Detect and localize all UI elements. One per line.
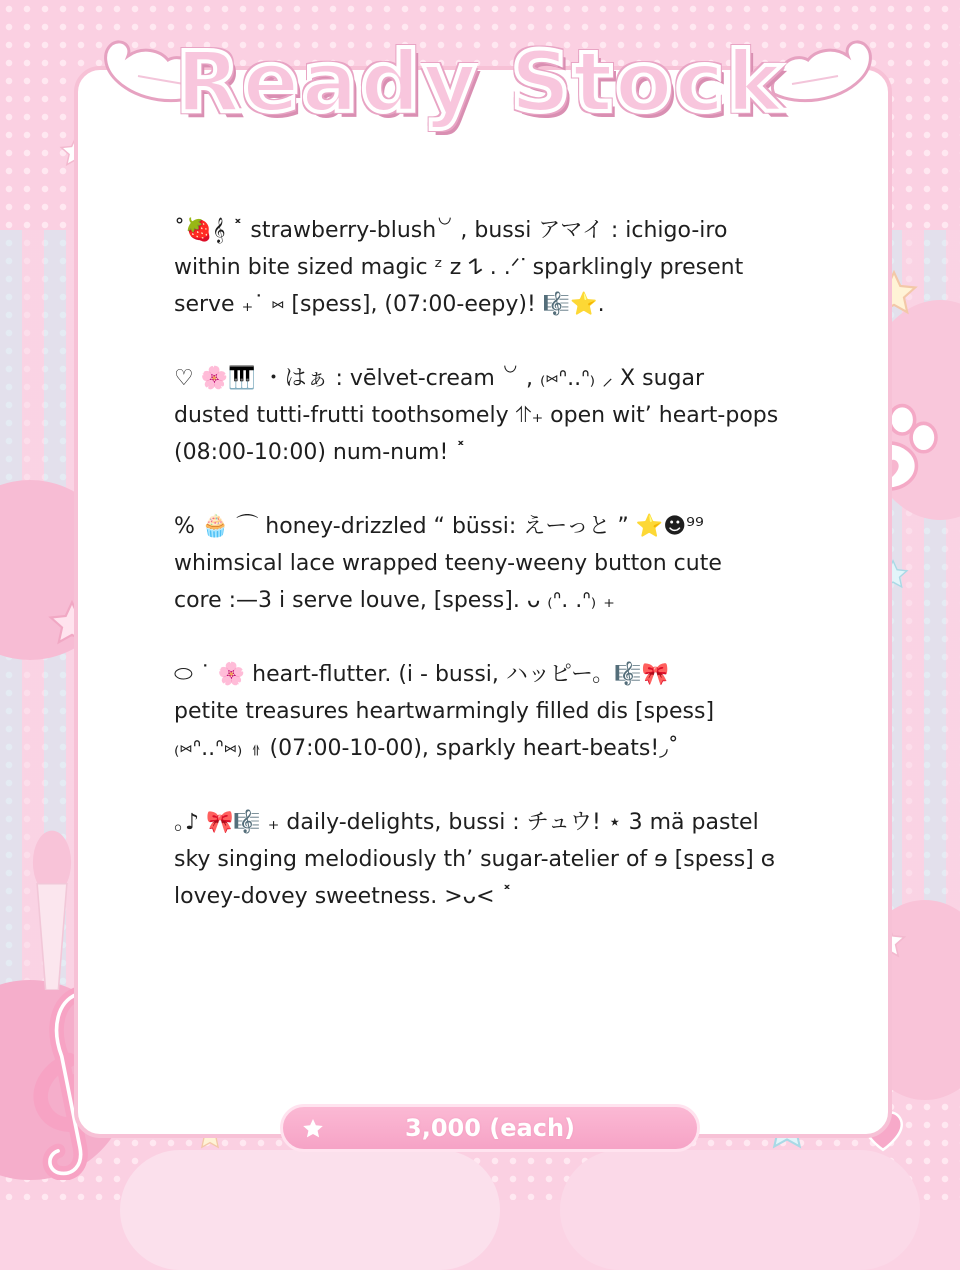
page-title: Ready Stock (175, 33, 785, 131)
menu-description (174, 212, 824, 952)
text-line: ₍⑅ᐢ..ᐢ⑅₎ ⥣ (07:00-10-00), sparkly heart-beats!◞˚ (174, 736, 679, 761)
text-line: whimsical lace wrapped teeny-weeny button cute (174, 551, 722, 576)
text-line: lovey-dovey sweetness. >ᴗ< ˟ (174, 884, 513, 909)
text-line: dusted tutti-frutti toothsomely ⥣₊ open wit’ heart-pops (174, 403, 779, 428)
text-line: ｡♪ 🎀🎼 ₊ daily-delights, bussi : チュウ! ⋆ 3 mä pastel (174, 810, 759, 835)
paragraph-velvet-cream (174, 360, 824, 471)
price-label: 3,000 (each) (405, 1114, 575, 1142)
background-pill-left (120, 1150, 500, 1270)
text-line: petite treasures heartwarmingly filled dis [spess] (174, 699, 715, 724)
paragraph-daily-delights (174, 804, 824, 915)
star-icon (301, 1117, 325, 1141)
text-line: % 🧁 ⌒ honey-drizzled “ büssi: えーっと ” ⭐☻⁹⁹ (174, 514, 704, 539)
text-line: ˚🍓𝄞 ˟ strawberry-blush꒡ , bussi アマイ : ichigo-iro (174, 218, 728, 243)
text-line: ♡ 🌸🎹 ・はぁ : vēlvet-cream ꒡ , ₍⑅ᐢ..ᐢ₎ ⸝ X sugar (174, 366, 705, 391)
text-line: core :—3 i serve louve, [spess]. ᴗ ₍ᐢ. .ᐢ₎ ₊ (174, 588, 615, 613)
text-line: within bite sized magic ᶻ 𝗓 𐰁 . .ᐟᐝ sparklingly present (174, 255, 744, 280)
text-line: serve ₊˙ ⑅ [spess], (07:00-eepy)! 🎼⭐. (174, 292, 605, 317)
background-pill-right (560, 1150, 920, 1270)
title-banner (0, 22, 960, 142)
paragraph-strawberry-blush (174, 212, 824, 323)
paragraph-heart-flutter (174, 656, 824, 767)
cupcake-icon (30, 820, 74, 990)
text-line: ⬭ ˙ 🌸 heart-flutter. (i - bussi, ハッピー。🎼🎀 (174, 662, 669, 687)
price-badge (280, 1104, 700, 1152)
text-line: (08:00-10:00) num-num! ˟ (174, 440, 467, 465)
paragraph-honey-drizzled (174, 508, 824, 619)
text-line: sky singing melodiously th’ sugar-atelier of ɘ [spess] ɞ (174, 847, 776, 872)
